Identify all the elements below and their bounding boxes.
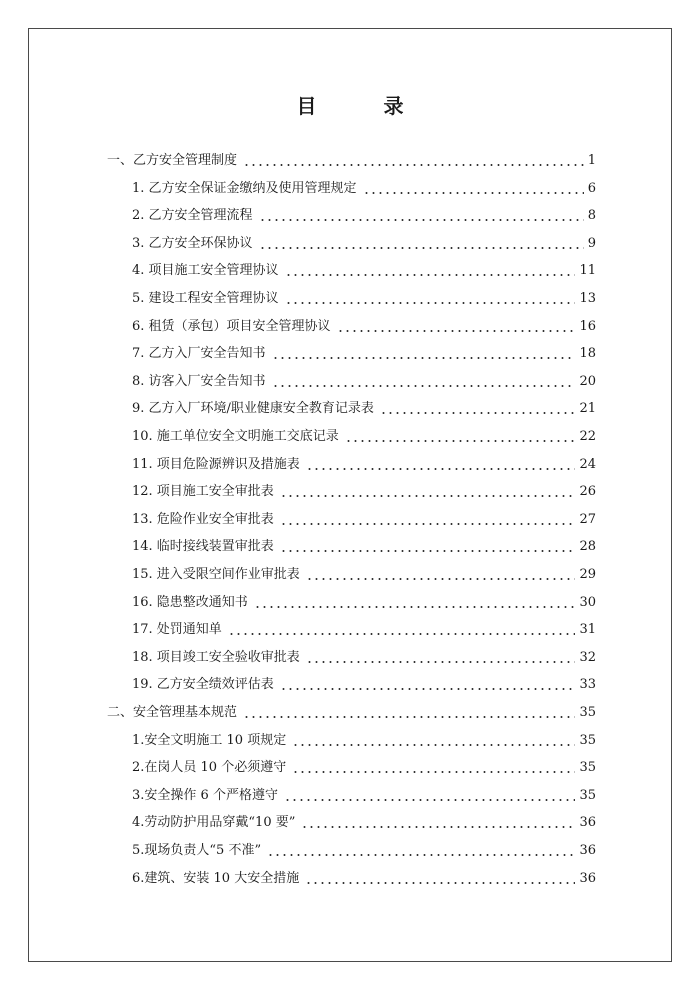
toc-entry-label: 1. 乙方安全保证金缴纳及使用管理规定 (132, 180, 357, 196)
toc-entry-page: 35 (579, 787, 596, 803)
toc-entry-page: 1 (587, 153, 596, 168)
dot-leader (285, 291, 576, 305)
toc-entry-page: 36 (579, 870, 596, 886)
toc-entry-label: 6.建筑、安装 10 大安全措施 (132, 870, 300, 886)
toc-entry-page: 21 (579, 401, 596, 417)
toc-entry[interactable] (132, 619, 596, 639)
toc-entry[interactable] (132, 288, 596, 308)
toc-entry[interactable] (132, 481, 596, 501)
dot-leader (301, 815, 575, 829)
toc-entry-page: 16 (579, 318, 596, 334)
toc-entry-page: 35 (579, 732, 596, 748)
toc-entry-label: 1.安全文明施工 10 项规定 (132, 732, 287, 748)
dot-leader (280, 677, 576, 691)
dot-leader (305, 871, 575, 885)
dot-leader (259, 236, 584, 250)
toc-entry-page: 20 (579, 373, 596, 389)
toc-entry-label: 二、安全管理基本规范 (107, 705, 238, 720)
dot-leader (280, 484, 576, 498)
toc-entry-label: 15. 进入受限空间作业审批表 (132, 567, 300, 582)
toc-entry-page: 27 (579, 511, 596, 527)
dot-leader (284, 788, 576, 802)
toc-entry[interactable] (132, 398, 596, 418)
toc-entry-page: 32 (579, 649, 596, 665)
toc-entry-page: 13 (579, 291, 596, 306)
dot-leader (345, 429, 576, 443)
toc-title: 目 录 (296, 94, 434, 118)
toc-entry-page: 24 (579, 456, 596, 472)
toc-entry[interactable] (132, 454, 596, 474)
toc-entry[interactable] (132, 316, 596, 336)
dot-leader (228, 622, 576, 636)
dot-leader (363, 181, 584, 195)
toc-entry[interactable] (132, 647, 596, 667)
dot-leader (285, 263, 576, 277)
toc-entry-page: 18 (579, 346, 596, 362)
toc-entry[interactable] (132, 868, 596, 888)
toc-entry-section[interactable] (107, 150, 596, 170)
toc-entry-label: 5. 建设工程安全管理协议 (132, 291, 279, 306)
dot-leader (306, 650, 576, 664)
toc-entry-label: 3. 乙方安全环保协议 (132, 235, 253, 251)
toc-entry-page: 30 (579, 594, 596, 610)
toc-entry-page: 31 (579, 622, 596, 638)
toc-entry-label: 11. 项目危险源辨识及措施表 (132, 456, 300, 472)
toc-entry[interactable] (132, 674, 596, 694)
toc-entry-label: 9. 乙方入厂环境/职业健康安全教育记录表 (132, 401, 374, 417)
toc-entry[interactable] (132, 343, 596, 363)
toc-entry-page: 28 (579, 539, 596, 555)
toc-entry-page: 22 (579, 429, 596, 444)
toc-entry[interactable] (132, 592, 596, 612)
toc-entry-label: 3.安全操作 6 个严格遵守 (132, 787, 278, 803)
dot-leader (243, 153, 584, 167)
dot-leader (280, 539, 576, 553)
toc-entry-page: 9 (587, 235, 596, 251)
toc-entry[interactable] (132, 730, 596, 750)
toc-entry[interactable] (132, 564, 596, 584)
toc-entry[interactable] (132, 812, 596, 832)
toc-entry-label: 19. 乙方安全绩效评估表 (132, 677, 274, 693)
toc-entry-label: 4. 项目施工安全管理协议 (132, 263, 279, 279)
toc-entry-page: 26 (579, 484, 596, 500)
toc-entry-label: 8. 访客入厂安全告知书 (132, 373, 266, 389)
toc-entry-label: 17. 处罚通知单 (132, 622, 222, 638)
toc-entry-label: 6. 租赁（承包）项目安全管理协议 (132, 318, 331, 334)
toc-entry-page: 11 (579, 263, 596, 279)
dot-leader (292, 733, 575, 747)
dot-leader (254, 595, 576, 609)
toc-entry-label: 4.劳动防护用品穿戴“10 要” (132, 815, 296, 831)
dot-leader (380, 401, 576, 415)
toc-entry-label: 10. 施工单位安全文明施工交底记录 (132, 429, 339, 444)
dot-leader (306, 457, 576, 471)
dot-leader (280, 512, 576, 526)
toc-entry[interactable] (132, 757, 596, 777)
toc-entry[interactable] (132, 205, 596, 225)
toc-entry-label: 一、乙方安全管理制度 (107, 153, 238, 168)
dot-leader (267, 843, 575, 857)
toc-entry[interactable] (132, 426, 596, 446)
toc-entry-label: 14. 临时接线装置审批表 (132, 539, 274, 555)
dot-leader (292, 760, 575, 774)
toc-entry[interactable] (132, 536, 596, 556)
toc-entry-page: 35 (579, 760, 596, 776)
toc-entry-label: 18. 项目竣工安全验收审批表 (132, 649, 300, 665)
dot-leader (259, 208, 584, 222)
toc-entry-page: 29 (579, 567, 596, 582)
toc-entry-label: 12. 项目施工安全审批表 (132, 484, 274, 500)
toc-entry-page: 6 (587, 180, 596, 196)
toc-entry-page: 8 (587, 208, 596, 224)
toc-entry-section[interactable] (107, 702, 596, 722)
toc-entry-label: 2.在岗人员 10 个必须遵守 (132, 760, 287, 776)
dot-leader (243, 705, 575, 719)
toc-entry-page: 36 (579, 815, 596, 831)
toc-entry[interactable] (132, 178, 596, 198)
dot-leader (272, 374, 576, 388)
toc-entry[interactable] (132, 785, 596, 805)
toc-entry-page: 36 (579, 843, 596, 858)
toc-entry[interactable] (132, 233, 596, 253)
toc-entry-label: 7. 乙方入厂安全告知书 (132, 346, 266, 362)
dot-leader (306, 567, 576, 581)
toc-entry-label: 5.现场负责人“5 不准” (132, 843, 262, 858)
toc-entry[interactable] (132, 840, 596, 860)
toc-entry[interactable] (132, 509, 596, 529)
toc-entry-label: 2. 乙方安全管理流程 (132, 208, 253, 224)
toc-entry-page: 35 (579, 705, 596, 720)
dot-leader (272, 346, 576, 360)
toc-entry-label: 13. 危险作业安全审批表 (132, 511, 274, 527)
toc-entry[interactable] (132, 260, 596, 280)
dot-leader (337, 319, 576, 333)
toc-entry[interactable] (132, 371, 596, 391)
toc-entry-label: 16. 隐患整改通知书 (132, 594, 248, 610)
toc-entry-page: 33 (579, 677, 596, 693)
